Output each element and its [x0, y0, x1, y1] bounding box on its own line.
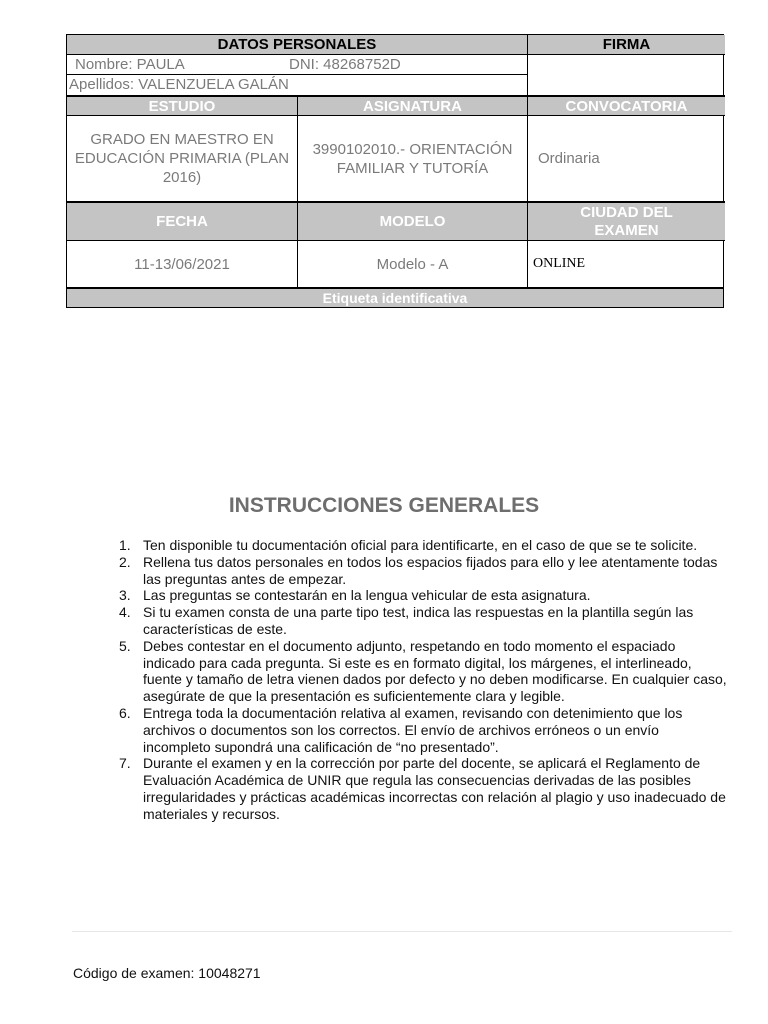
call-value: Ordinaria	[527, 116, 725, 201]
instruction-item	[115, 705, 727, 755]
exam-code: Código de examen: 10048271	[73, 965, 261, 981]
instruction-item	[115, 537, 727, 554]
instruction-text: Si tu examen consta de una parte tipo test, indica las respuestas en la plantilla según las características de este.	[143, 604, 694, 637]
name-row	[67, 55, 527, 75]
surnames-field: Apellidos: VALENZUELA GALÁN	[69, 76, 289, 93]
call-header: CONVOCATORIA	[527, 95, 725, 116]
instruction-text: Durante el examen y en la corrección por parte del docente, se aplicará el Reglamento de Evaluación Académica de UNIR que regula las consecuencias derivadas de las posibles irregularidades y prácticas académicas incorrectas con relación al plagio y uso inadecuado de materiales y recursos.	[143, 755, 726, 822]
personal-data-header: DATOS PERSONALES	[67, 35, 527, 55]
surnames-row	[67, 75, 527, 95]
instruction-number: 7.	[119, 755, 131, 772]
instruction-number: 6.	[119, 704, 131, 721]
instruction-number: 3.	[119, 587, 131, 604]
instruction-number: 4.	[119, 604, 131, 621]
city-header: CIUDAD DEL EXAMEN	[527, 201, 725, 241]
instruction-item	[115, 604, 727, 638]
instruction-item	[115, 755, 727, 822]
instruction-text: Rellena tus datos personales en todos los espacios fijados para ello y lee atentamente todas las preguntas antes de empezar.	[143, 553, 718, 587]
instruction-item	[115, 587, 727, 604]
date-value: 11-13/06/2021	[134, 255, 230, 273]
instruction-text: Debes contestar en el documento adjunto, respetando en todo momento el espaciado indicado para cada pregunta. Si este es en formato digital, los márgenes, el interlineado, fuente y tamaño de letra vienen dados por defecto y no deben modificarse. En cualquier caso, asegúrate de que la presentación es suficientemente clara y legible.	[143, 637, 727, 705]
instruction-text: Las preguntas se contestarán en la lengua vehicular de esta asignatura.	[143, 587, 591, 604]
study-value: GRADO EN MAESTRO EN EDUCACIÓN PRIMARIA (PLAN 2016)	[74, 131, 290, 186]
instruction-item	[115, 638, 727, 705]
subject-value: 3990102010.- ORIENTACIÓN FAMILIAR Y TUTORÍA	[297, 116, 527, 201]
subject-header: ASIGNATURA	[297, 95, 527, 116]
instructions-title: INSTRUCCIONES GENERALES	[228, 494, 540, 517]
instruction-number: 1.	[119, 537, 131, 553]
model-value: Modelo - A	[297, 241, 527, 287]
city-value: ONLINE	[527, 241, 725, 287]
name-field: Nombre: PAULA	[75, 56, 185, 73]
study-header: ESTUDIO	[67, 95, 297, 116]
instruction-number: 5.	[119, 637, 131, 654]
instructions-list	[115, 537, 727, 823]
header-table	[66, 34, 724, 308]
id-label-header: Etiqueta identificativa	[67, 287, 723, 307]
date-header: FECHA	[67, 201, 297, 241]
signature-area[interactable]	[527, 55, 725, 95]
instruction-text: Ten disponible tu documentación oficial para identificarte, en el caso de que se te solicite.	[143, 537, 698, 553]
dni-field: DNI: 48268752D	[289, 56, 401, 73]
signature-header: FIRMA	[527, 35, 725, 55]
instruction-number: 2.	[119, 553, 131, 570]
instruction-text: Entrega toda la documentación relativa al examen, revisando con detenimiento que los archivos o documentos son los correctos. El envío de archivos erróneos o un envío incompleto supondrá una calificación de “no presentado”.	[143, 704, 683, 755]
instruction-item	[115, 554, 727, 588]
model-header: MODELO	[297, 201, 527, 241]
footer-divider	[72, 931, 732, 932]
